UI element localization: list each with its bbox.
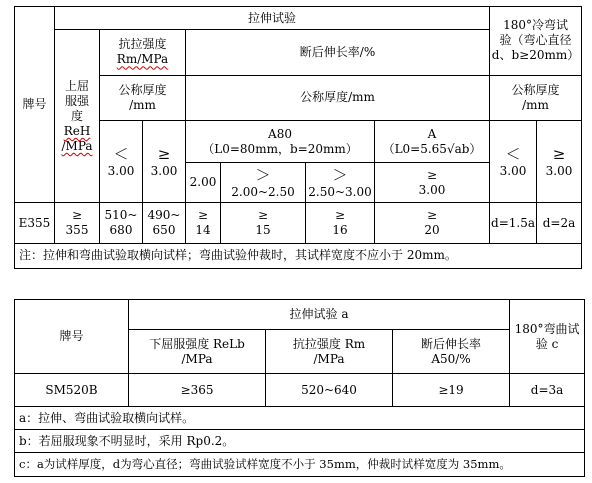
bend-thickness-header: 公称厚度 /mm (490, 75, 582, 120)
elongation-cell-4: ≥ 20 (375, 203, 490, 243)
note-b: b：若屈服现象不明显时，采用 Rp0.2。 (15, 430, 585, 453)
table-row (15, 374, 585, 407)
grade-cell: E355 (15, 203, 55, 243)
yield-value-cell: ≥365 (129, 374, 266, 407)
tensile-test-header: 拉伸试验 a (129, 300, 510, 330)
table-row (15, 203, 582, 243)
bend-value-cell: d=3a (510, 374, 585, 407)
strength-thickness-lt-3: ＜ 3.00 (100, 120, 143, 203)
note-a: a：拉伸、弯曲试验取横向试样。 (15, 407, 585, 430)
tensile-strength-header: 抗拉强度 Rm/MPa (100, 30, 186, 75)
yield-value-cell: ≥ 355 (55, 203, 100, 243)
bend-thickness-ge-3: ≥ 3.00 (537, 120, 582, 203)
note-c: c：a为试样厚度，d为弯心直径；弯曲试验试样宽度不小于 35mm，仲裁时试样宽度为 35mm。 (15, 453, 585, 477)
a80-header: A80 （L0=80mm，b=20mm） (186, 120, 375, 162)
elongation-header: 断后伸长率 A50/% (393, 330, 510, 374)
rm-thin-cell: 510~ 680 (100, 203, 143, 243)
bend-thickness-lt-3: ＜ 3.00 (490, 120, 537, 203)
table-note: 注：拉伸和弯曲试验取横向试样；弯曲试验仲裁时，其试样宽度不应小于 20mm。 (15, 243, 582, 268)
strength-thickness-header: 公称厚度 /mm (100, 75, 186, 120)
strength-value-cell: 520~640 (266, 374, 393, 407)
yield-strength-header: 上屈 服强 度 ReH /MPa (55, 30, 100, 203)
strength-thickness-ge-3: ≥ 3.00 (143, 120, 186, 203)
grade-cell: SM520B (15, 374, 129, 407)
bend-cell-1: d=1.5a (490, 203, 537, 243)
steel-sm520b-properties-table (14, 299, 585, 477)
a80-thickness-range-2: ＞ 2.50~3.00 (306, 163, 375, 203)
brand-header: 牌号 (15, 7, 55, 203)
yield-strength-header: 下屈服强度 ReLb /MPa (129, 330, 266, 374)
rm-thick-cell: 490~ 650 (143, 203, 186, 243)
elongation-thickness-header: 公称厚度/mm (186, 75, 490, 120)
bend-test-header: 180°冷弯试 验（弯心直径 d、b≥20mm） (490, 7, 582, 76)
elongation-cell-3: ≥ 16 (306, 203, 375, 243)
steel-e355-properties-table (14, 6, 582, 269)
brand-header: 牌号 (15, 300, 129, 374)
bend-test-header: 180°弯曲试 验 c (510, 300, 585, 374)
tensile-test-header: 拉伸试验 (55, 7, 490, 30)
tensile-strength-header: 抗拉强度 Rm /MPa (266, 330, 393, 374)
a80-thickness-range-1: ＞ 2.00~2.50 (221, 163, 306, 203)
elongation-cell-1: ≥ 14 (186, 203, 221, 243)
elongation-header: 断后伸长率/% (186, 30, 490, 75)
elongation-cell-2: ≥ 15 (221, 203, 306, 243)
a80-thickness-2: 2.00 (186, 163, 221, 203)
a-thickness-ge-3: ≥ 3.00 (375, 163, 490, 203)
elongation-value-cell: ≥19 (393, 374, 510, 407)
a-header: A （L0=5.65√ab） (375, 120, 490, 162)
bend-cell-2: d=2a (537, 203, 582, 243)
